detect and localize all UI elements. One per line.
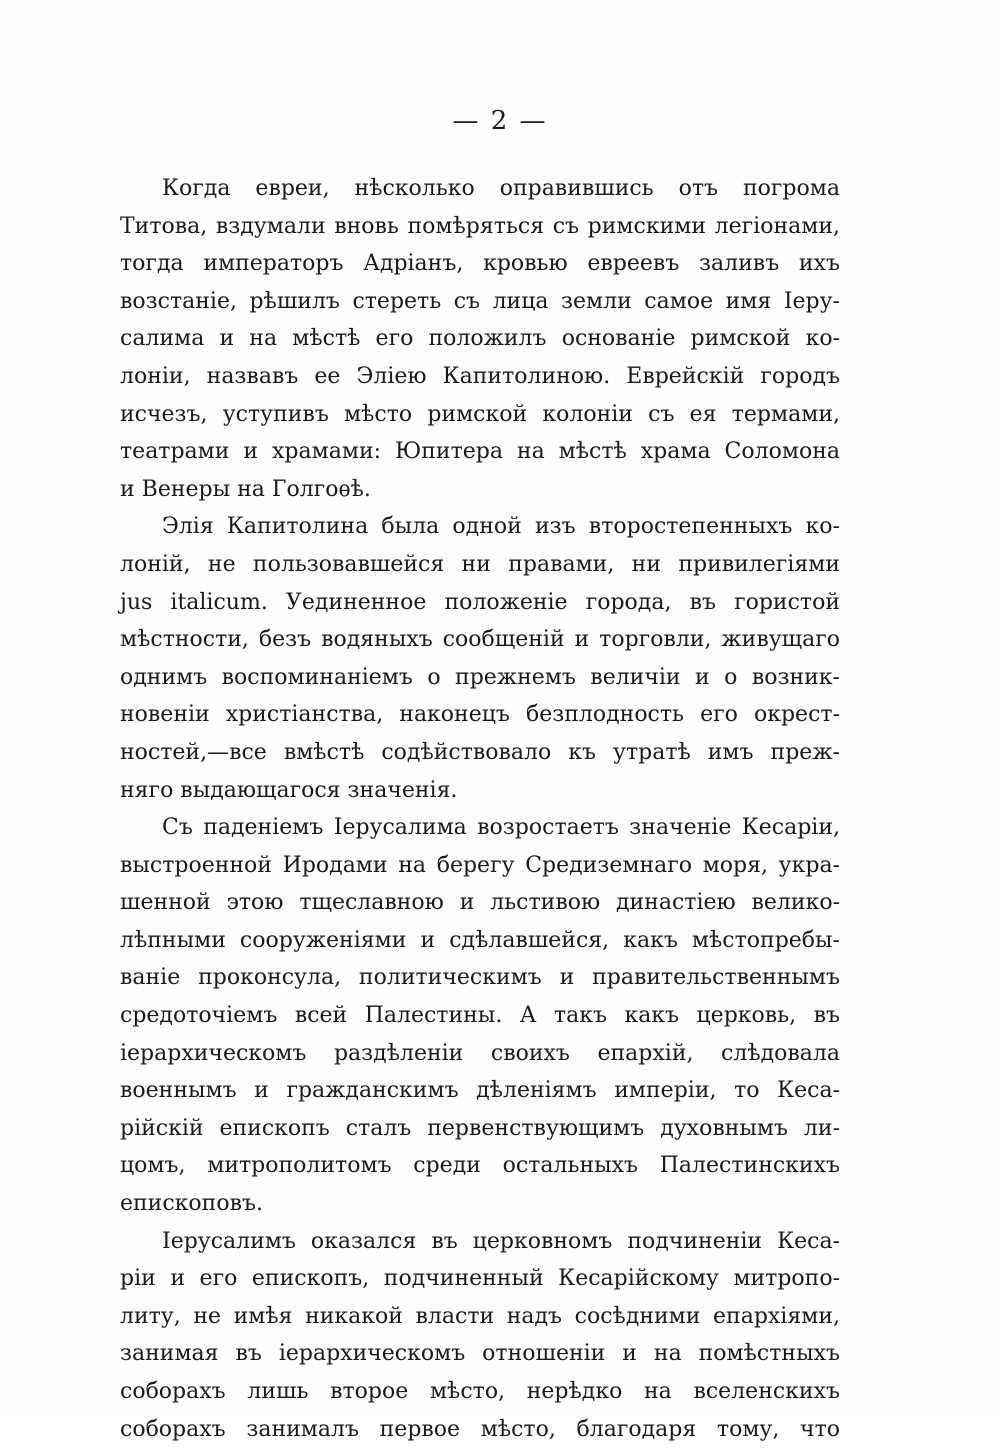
text-line: соборахъ занималъ первое мѣсто, благодаря тому, что	[120, 1416, 840, 1442]
paragraph	[120, 1223, 840, 1448]
text-line: и Венеры на Голгоѳѣ.	[120, 476, 371, 502]
text-line: средоточіемъ всей Палестины. А такъ какъ церковь, въ	[120, 1003, 840, 1029]
text-line: шенной этою тщеславною и льстивою династіею велико-	[120, 890, 840, 916]
text-line: Когда евреи, нѣсколько оправившись отъ погрома	[162, 176, 840, 201]
text-line: новеніи христіанства, наконецъ безплодность его окрест-	[120, 702, 840, 728]
text-line: возстаніе, рѣшилъ стереть съ лица земли самое имя Іеру-	[120, 288, 840, 314]
paragraph	[120, 809, 840, 1223]
text-line: няго выдающагося значенія.	[120, 777, 458, 803]
text-line: мѣстности, безъ водяныхъ сообщеній и торговли, живущаго	[120, 627, 840, 653]
page-number: — 2 —	[452, 106, 548, 136]
text-line: соборахъ лишь второе мѣсто, нерѣдко на вселенскихъ	[120, 1379, 840, 1404]
text-line: занимая въ іерархическомъ отношеніи и на помѣстныхъ	[120, 1341, 840, 1367]
paragraph	[120, 170, 840, 508]
text-line: рійскій епископъ сталъ первенствующимъ духовнымъ ли-	[120, 1115, 840, 1141]
text-line: jus italicum. Уединенное положеніе города, въ гористой	[120, 589, 840, 615]
text-line: салима и на мѣстѣ его положилъ основаніе римской ко-	[120, 326, 840, 352]
text-line: Титова, вздумали вновь помѣряться съ римскими легіонами,	[120, 213, 840, 239]
text-line: Іерусалимъ оказался въ церковномъ подчиненіи Кеса-	[162, 1228, 840, 1254]
text-line: тогда императоръ Адріанъ, кровью евреевъ заливъ ихъ	[120, 251, 840, 277]
text-line: ріи и его епископъ, подчиненный Кесарійскому митропо-	[120, 1266, 840, 1292]
text-line: іерархическомъ раздѣленіи своихъ епархій, слѣдовала	[120, 1040, 840, 1066]
text-line: лоній, не пользовавшейся ни правами, ни привилегіями	[120, 551, 840, 577]
text-line: однимъ воспоминаніемъ о прежнемъ величіи и о возник-	[120, 664, 840, 690]
text-line: литу, не имѣя никакой власти надъ сосѣдними епархіями,	[120, 1303, 840, 1329]
text-line: исчезъ, уступивъ мѣсто римской колоніи съ ея термами,	[120, 401, 840, 427]
text-line: театрами и храмами: Юпитера на мѣстѣ храма Соломона	[120, 439, 840, 465]
text-line: лоніи, назвавъ ее Эліею Капитолиною. Еврейскій городъ	[120, 363, 840, 389]
body-text	[120, 170, 840, 1448]
text-line: Элія Капитолина была одной изъ второстепенныхъ ко-	[162, 514, 840, 540]
text-line: ваніе проконсула, политическимъ и правительственнымъ	[120, 965, 840, 991]
paragraph	[120, 508, 840, 809]
text-line: военнымъ и гражданскимъ дѣленіямъ имперіи, то Кеса-	[120, 1078, 840, 1104]
text-line: епископовъ.	[120, 1191, 263, 1217]
text-line: ностей,—все вмѣстѣ содѣйствовало къ утратѣ имъ преж-	[120, 739, 840, 765]
text-line: лѣпными сооруженіями и сдѣлавшейся, какъ мѣстопребы-	[120, 927, 840, 953]
text-line: Съ паденіемъ Іерусалима возростаетъ значеніе Кесаріи,	[162, 815, 840, 841]
text-line: цомъ, митрополитомъ среди остальныхъ Палестинскихъ	[120, 1153, 840, 1179]
text-line: выстроенной Иродами на берегу Средиземнаго моря, укра-	[120, 852, 840, 878]
